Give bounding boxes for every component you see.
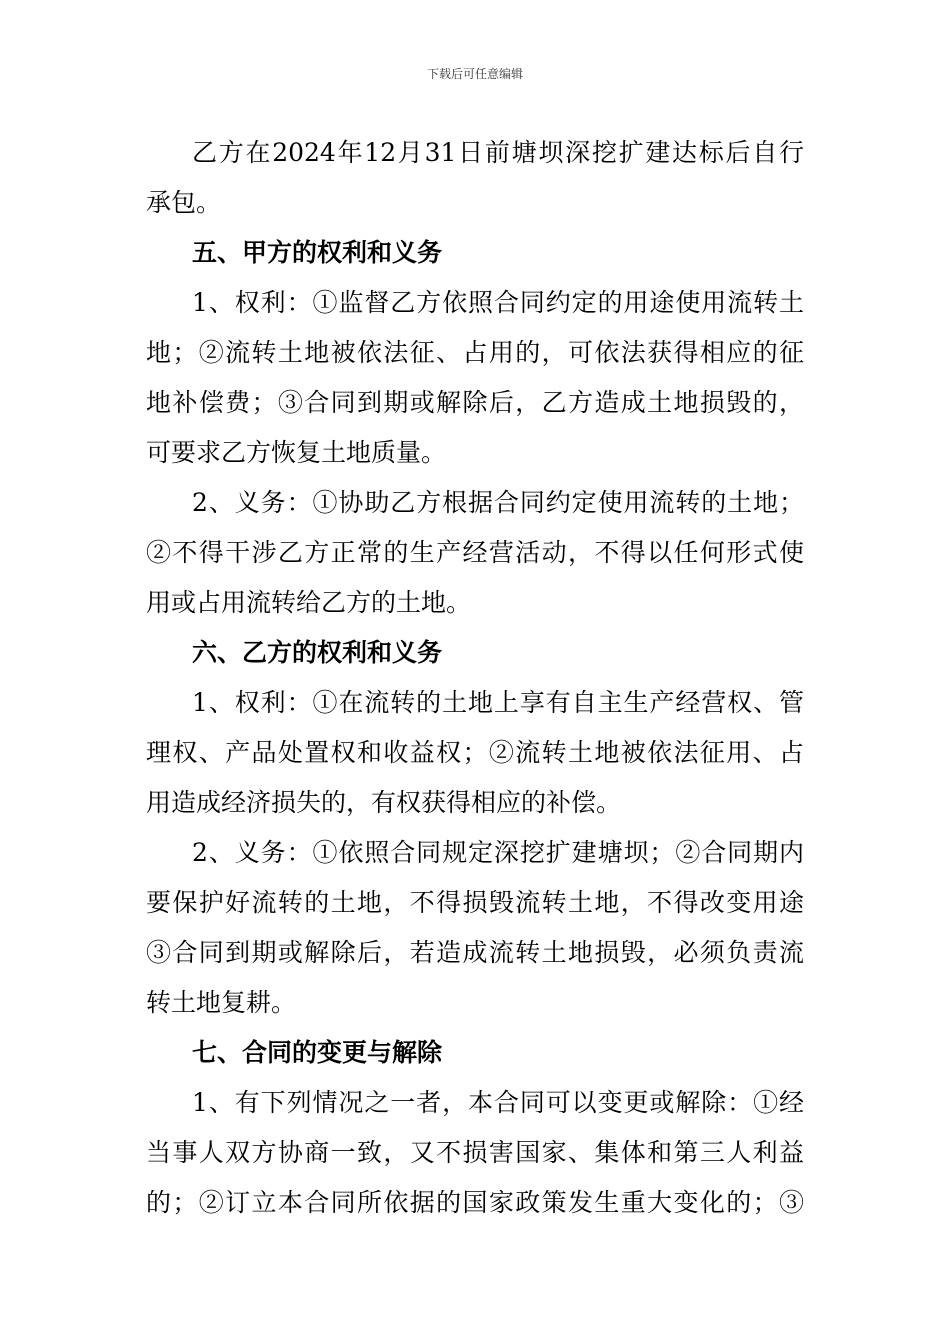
paragraph-line: 1、权利：①监督乙方依照合同约定的用途使用流转土 (192, 288, 804, 317)
paragraph-line: 1、权利：①在流转的土地上享有自主生产经营权、管 (192, 688, 804, 717)
paragraph-line: 用或占用流转给乙方的土地。 (146, 588, 472, 617)
paragraph-line: 用造成经济损失的，有权获得相应的补偿。 (146, 788, 622, 817)
paragraph-line: 地补偿费；③合同到期或解除后，乙方造成土地损毁的， (146, 388, 804, 417)
section-heading: 七、合同的变更与解除 (192, 1038, 443, 1067)
section-heading: 五、甲方的权利和义务 (192, 238, 443, 267)
paragraph-line: 理权、产品处置权和收益权；②流转土地被依法征用、占 (146, 738, 804, 767)
paragraph-line: 承包。 (146, 188, 222, 217)
paragraph-line: 1、有下列情况之一者，本合同可以变更或解除：①经 (192, 1088, 804, 1117)
paragraph-line: 要保护好流转的土地，不得损毁流转土地，不得改变用途 (146, 888, 804, 917)
section-heading: 六、乙方的权利和义务 (192, 638, 443, 667)
paragraph-line: 2、义务：①依照合同规定深挖扩建塘坝；②合同期内 (192, 838, 804, 867)
paragraph-line: 可要求乙方恢复土地质量。 (146, 438, 447, 467)
paragraph-line: ②不得干涉乙方正常的生产经营活动，不得以任何形式使 (146, 538, 804, 567)
paragraph-line: 当事人双方协商一致，又不损害国家、集体和第三人利益 (146, 1138, 804, 1167)
paragraph-line: 转土地复耕。 (146, 988, 297, 1017)
paragraph-line: 的；②订立本合同所依据的国家政策发生重大变化的；③ (146, 1188, 804, 1217)
paragraph-line: ③合同到期或解除后，若造成流转土地损毁，必须负责流 (146, 938, 804, 967)
paragraph-line: 乙方在2024年12月31日前塘坝深挖扩建达标后自行 (192, 138, 804, 167)
page-header: 下载后可任意编辑 (426, 67, 523, 81)
document-body (146, 128, 804, 1228)
paragraph-line: 2、义务：①协助乙方根据合同约定使用流转的土地； (192, 488, 804, 517)
paragraph-line: 地；②流转土地被依法征、占用的，可依法获得相应的征 (146, 338, 804, 367)
